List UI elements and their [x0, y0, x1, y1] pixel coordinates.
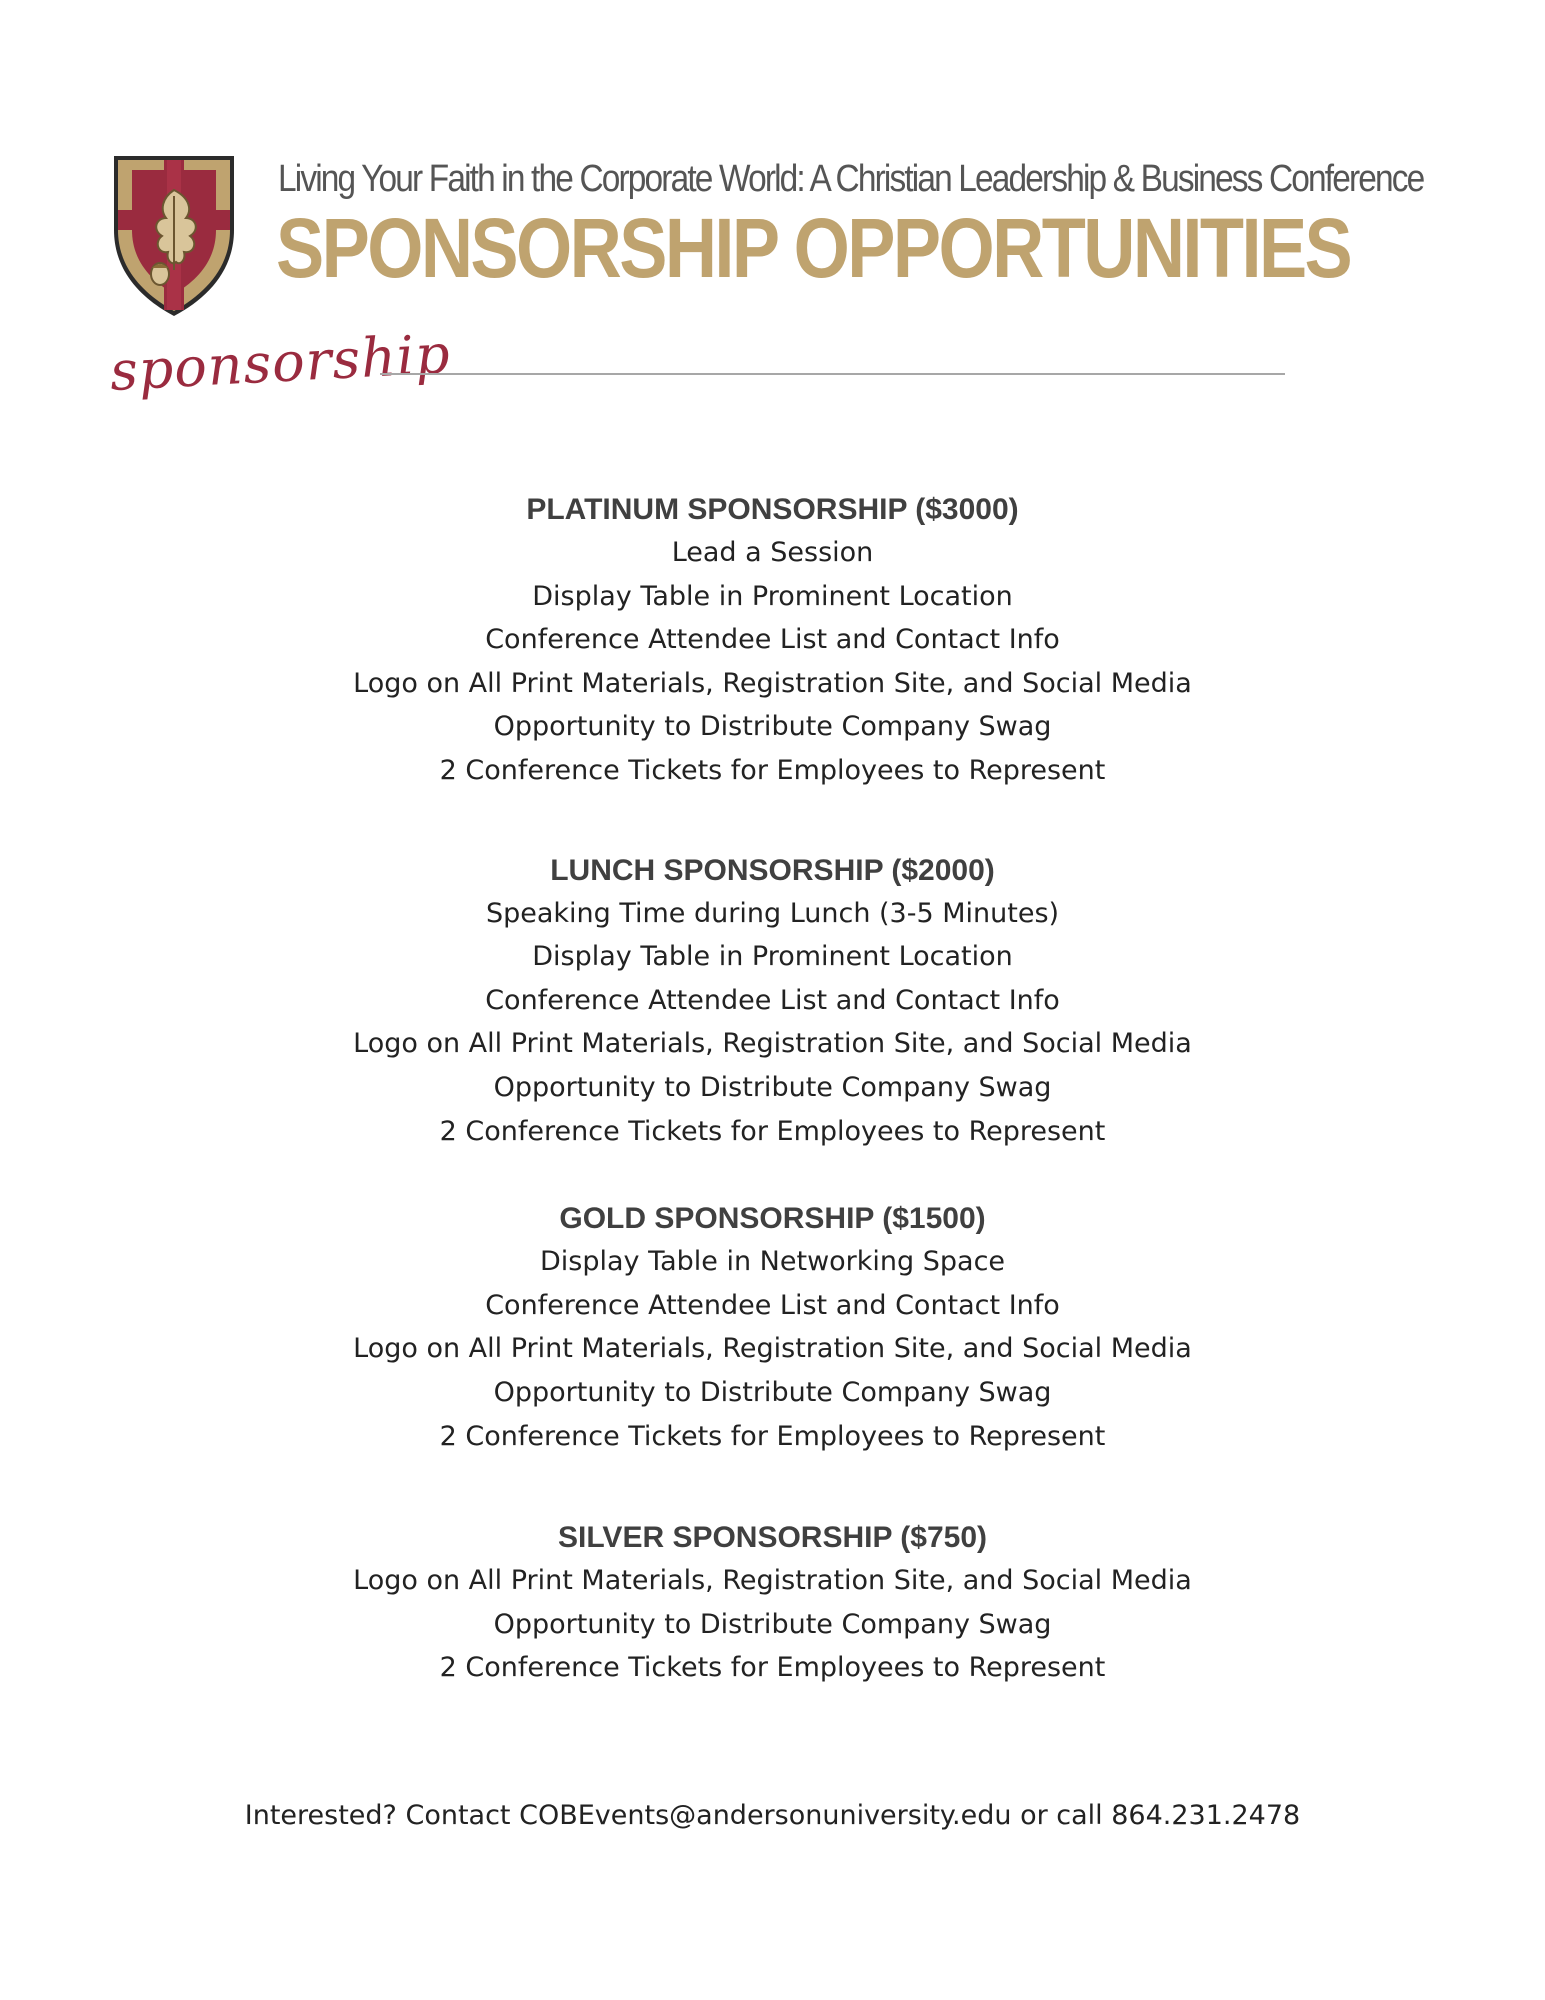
- list-item: Display Table in Networking Space: [539, 1246, 1006, 1278]
- tier-heading: LUNCH SPONSORSHIP ($2000): [550, 853, 995, 887]
- list-item: Logo on All Print Materials, Registration Site, and Social Media: [353, 1565, 1192, 1597]
- contact-line: Interested? Contact COBEvents@andersonuniversity.edu or call 864.231.2478: [244, 1800, 1301, 1831]
- list-item: Conference Attendee List and Contact Info: [485, 1289, 1060, 1321]
- list-item: Conference Attendee List and Contact Info: [485, 624, 1060, 656]
- tier-heading: SILVER SPONSORSHIP ($750): [557, 1521, 988, 1555]
- page-header: [110, 152, 1424, 322]
- list-item: Display Table in Prominent Location: [532, 941, 1013, 973]
- tier-platinum: [0, 488, 1545, 793]
- tier-heading: PLATINUM SPONSORSHIP ($3000): [526, 493, 1019, 526]
- list-item: Opportunity to Distribute Company Swag: [493, 1071, 1052, 1103]
- list-item: 2 Conference Tickets for Employees to Represent: [439, 754, 1106, 786]
- list-item: Logo on All Print Materials, Registration Site, and Social Media: [353, 1333, 1192, 1365]
- list-item: Display Table in Prominent Location: [532, 580, 1013, 612]
- section-script-label: sponsorship: [108, 322, 453, 403]
- list-item: Conference Attendee List and Contact Info: [485, 984, 1060, 1016]
- list-item: 2 Conference Tickets for Employees to Represent: [439, 1652, 1106, 1684]
- list-item: 2 Conference Tickets for Employees to Represent: [439, 1115, 1106, 1147]
- tier-heading: GOLD SPONSORSHIP ($1500): [559, 1202, 986, 1236]
- list-item: Opportunity to Distribute Company Swag: [493, 1376, 1052, 1408]
- tier-silver: [0, 1516, 1545, 1690]
- sponsorship-tiers: [0, 488, 1545, 1690]
- shield-crest-icon: [110, 152, 238, 320]
- list-item: Logo on All Print Materials, Registration Site, and Social Media: [353, 1028, 1192, 1060]
- divider-line: [380, 373, 1285, 375]
- list-item: Opportunity to Distribute Company Swag: [493, 711, 1052, 743]
- page-title: SPONSORSHIP OPPORTUNITIES: [276, 201, 1351, 295]
- list-item: Opportunity to Distribute Company Swag: [493, 1608, 1052, 1640]
- section-divider: [108, 322, 1290, 430]
- list-item: Speaking Time during Lunch (3-5 Minutes): [485, 897, 1060, 929]
- list-item: Logo on All Print Materials, Registration Site, and Social Media: [353, 667, 1192, 699]
- list-item: Lead a Session: [671, 537, 874, 568]
- list-item: 2 Conference Tickets for Employees to Represent: [439, 1420, 1106, 1452]
- tier-gold: [0, 1197, 1545, 1458]
- conference-subtitle: Living Your Faith in the Corporate World: A Christian Leadership & Business Conference: [278, 158, 1424, 200]
- tier-lunch: [0, 849, 1545, 1154]
